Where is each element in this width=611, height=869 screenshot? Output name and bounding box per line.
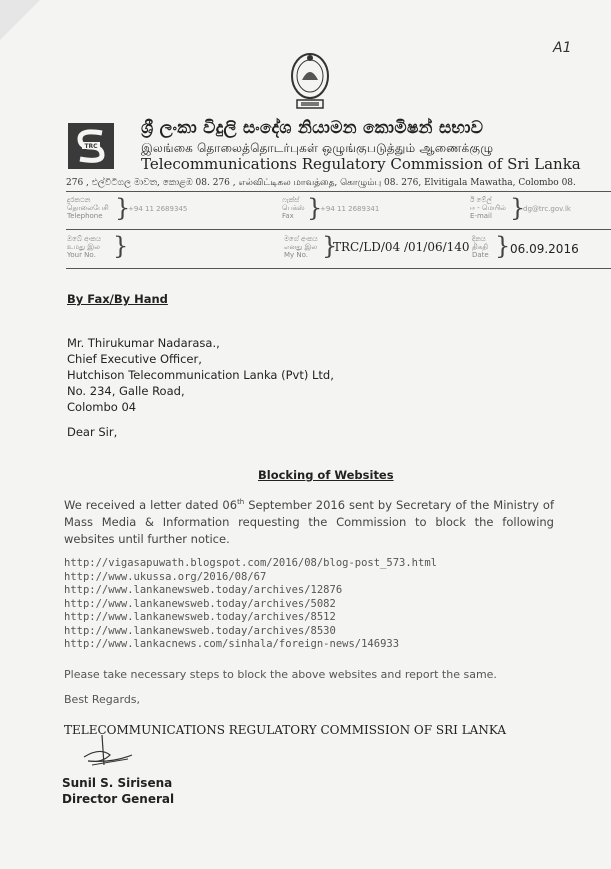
- org-name-english: Telecommunications Regulatory Commission of Sri Lanka: [141, 155, 581, 173]
- date-brace: }: [495, 232, 511, 260]
- url-item: http://www.lankanewsweb.today/archives/12876: [64, 584, 343, 596]
- fax-value: +94 11 2689341: [320, 205, 380, 213]
- trc-logo-icon: [68, 123, 114, 169]
- signatory-name: Sunil S. Sirisena: [62, 776, 173, 790]
- my-no-brace: }: [322, 232, 338, 260]
- folded-corner: [0, 0, 40, 40]
- letter-date: 06.09.2016: [510, 242, 579, 256]
- addressee-line: Chief Executive Officer,: [67, 352, 202, 366]
- addressee-line: Hutchison Telecommunication Lanka (Pvt) Ltd,: [67, 368, 334, 382]
- body-paragraph: We received a letter dated 06th September 2016 sent by Secretary of the Ministry of Mass Media & Information requesting the Commission to block the following websites until further notice.: [64, 497, 554, 546]
- addressee-line: No. 234, Galle Road,: [67, 384, 185, 398]
- url-item: http://www.lankacnews.com/sinhala/foreign-news/146933: [64, 638, 400, 650]
- closing: Best Regards,: [64, 693, 141, 706]
- subject-line: Blocking of Websites: [258, 468, 394, 482]
- header-rule-middle: [66, 229, 611, 230]
- header-rule-top: [66, 191, 611, 192]
- fax-brace: }: [307, 194, 323, 222]
- url-item: http://www.ukussa.org/2016/08/67: [64, 570, 267, 583]
- telephone-brace: }: [115, 194, 131, 222]
- my-no-label: මගේ අංකය எனது இல My No.: [284, 235, 318, 259]
- org-address: 276 , එල්විටිගල මාවත, කොළඹ 08. 276 , எல்விட்டிகல மாவத்தை, கொழும்பு 08. 276, Elvitigala Mawatha, Colombo 08.: [66, 178, 576, 188]
- telephone-label: දුරකථන தொலைபேசி Telephone: [67, 196, 109, 220]
- addressee-line: Mr. Thirukumar Nadarasa.,: [67, 336, 220, 350]
- org-name-tamil: இலங்கை தொலைத்தொடர்புகள் ஒழுங்குபடுத்தும் ஆணைக்குழு: [141, 141, 494, 155]
- addressee-line: Colombo 04: [67, 400, 137, 414]
- sender-organization: TELECOMMUNICATIONS REGULATORY COMMISSION OF SRI LANKA: [64, 723, 506, 737]
- url-item: http://www.lankanewsweb.today/archives/8530: [64, 624, 336, 637]
- org-name-sinhala: ශ්‍රී ලංකා විදුලි සංදේශ නියාමන කොමිෂන් සභාව: [141, 118, 484, 138]
- salutation: Dear Sir,: [67, 425, 118, 439]
- signatory-title: Director General: [62, 792, 175, 806]
- corner-mark: A1: [553, 40, 572, 56]
- email-brace: }: [510, 194, 526, 222]
- email-label: ඊ මේල් ஈ - மெயில் E-mail: [470, 196, 506, 220]
- fax-label: ෆැක්ස් பெக்ஸ் Fax: [282, 196, 305, 220]
- url-item: http://www.lankanewsweb.today/archives/5082: [64, 597, 336, 610]
- email-value: dg@trc.gov.lk: [523, 205, 571, 213]
- your-no-brace: }: [113, 232, 129, 260]
- svg-text:TRC: TRC: [84, 143, 98, 150]
- telephone-value: +94 11 2689345: [128, 205, 188, 213]
- url-item: http://www.lankanewsweb.today/archives/8512: [64, 611, 336, 623]
- url-list: [64, 557, 437, 652]
- request-line: Please take necessary steps to block the above websites and report the same.: [64, 668, 497, 681]
- signature-icon: [82, 735, 142, 775]
- date-label: දිනය திகதி Date: [472, 235, 489, 259]
- delivery-method: By Fax/By Hand: [67, 292, 168, 306]
- national-emblem-icon: [287, 50, 333, 112]
- header-rule-bottom: [66, 268, 611, 269]
- url-item: http://vigasapuwath.blogspot.com/2016/08/blog-post_573.html: [64, 557, 437, 569]
- your-no-label: ඔබේ අංකය உமது இல Your No.: [67, 235, 101, 259]
- reference-number: TRC/LD/04 /01/06/140: [333, 240, 470, 254]
- addressee-block: [67, 335, 334, 415]
